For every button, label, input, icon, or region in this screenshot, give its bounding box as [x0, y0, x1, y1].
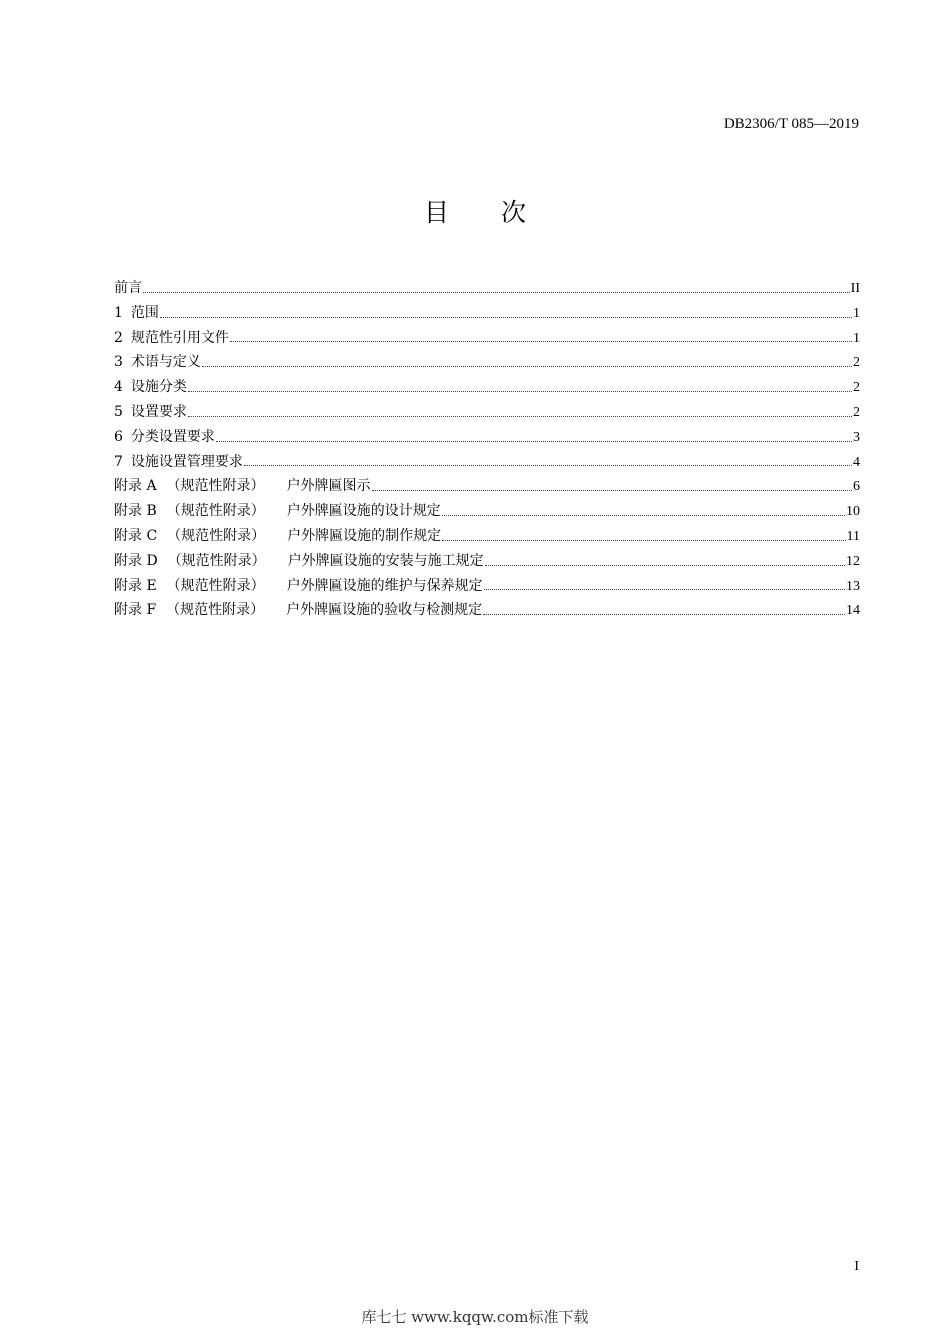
toc-entry-management-requirements[interactable] — [114, 450, 860, 475]
toc-entry-page: 1 — [853, 305, 860, 321]
toc-entry-text: 户外牌匾设施的验收与检测规定 — [286, 602, 483, 619]
toc-entry-page: 11 — [846, 528, 860, 544]
toc-entry-page: 1 — [853, 330, 860, 346]
dot-leader — [230, 341, 852, 342]
document-code: DB2306/T 085—2019 — [723, 116, 859, 132]
toc-entry-number: 4 — [114, 379, 123, 396]
toc-entry-text: 户外牌匾设施的维护与保养规定 — [286, 577, 483, 594]
toc-entry-page: 2 — [853, 380, 860, 396]
toc-entry-annex-e[interactable] — [114, 574, 860, 599]
page-number: I — [854, 1259, 859, 1274]
toc-entry-page: 12 — [846, 553, 860, 569]
dot-leader — [188, 416, 852, 417]
toc-entry-text: 设施设置管理要求 — [130, 453, 243, 470]
toc-entry-number: 6 — [114, 428, 123, 445]
toc-entry-page: 4 — [853, 454, 860, 470]
toc-entry-number: 7 — [114, 453, 123, 470]
toc-entry-terms-definitions[interactable] — [114, 350, 860, 375]
dot-leader — [202, 366, 852, 367]
toc-entry-facility-classification[interactable] — [114, 375, 860, 400]
toc-entry-annex-a[interactable] — [114, 474, 860, 499]
toc-entry-text: 设施分类 — [130, 379, 187, 396]
footer-watermark: 库七七 www.kqqw.com标准下载 — [361, 1308, 589, 1326]
annex-code: 附录 A — [114, 478, 157, 495]
dot-leader — [160, 317, 852, 318]
toc-entry-text: 范围 — [130, 304, 159, 321]
annex-kind: （规范性附录） — [166, 503, 265, 520]
toc-entry-page: II — [850, 281, 860, 296]
toc-entry-annex-f[interactable] — [114, 598, 860, 623]
toc-entry-page: 13 — [846, 578, 860, 594]
toc-entry-number: 3 — [114, 354, 123, 371]
toc-entry-normative-references[interactable] — [114, 326, 860, 351]
toc-entry-text: 规范性引用文件 — [130, 329, 229, 346]
annex-code: 附录 C — [114, 527, 158, 544]
toc-entry-page: 3 — [853, 429, 860, 445]
toc-entry-number: 1 — [114, 304, 123, 321]
toc-entry-number: 2 — [114, 329, 123, 346]
toc-entry-page: 10 — [846, 504, 860, 520]
dot-leader — [244, 465, 852, 466]
annex-code: 附录 F — [114, 602, 157, 619]
toc-entry-annex-c[interactable] — [114, 524, 860, 549]
toc-entry-annex-b[interactable] — [114, 499, 860, 524]
annex-kind: （规范性附录） — [166, 478, 265, 495]
toc-entry-text: 设置要求 — [130, 403, 187, 420]
table-of-contents — [114, 276, 860, 623]
dot-leader — [188, 391, 852, 392]
dot-leader — [143, 292, 850, 293]
annex-kind: （规范性附录） — [166, 602, 265, 619]
toc-entry-text: 术语与定义 — [130, 354, 201, 371]
toc-entry-text: 户外牌匾设施的安装与施工规定 — [287, 552, 484, 569]
annex-code: 附录 D — [114, 552, 158, 569]
dot-leader — [483, 614, 845, 615]
annex-code: 附录 B — [114, 503, 157, 520]
toc-entry-setting-requirements[interactable] — [114, 400, 860, 425]
annex-kind: （规范性附录） — [166, 577, 265, 594]
dot-leader — [485, 565, 845, 566]
toc-entry-page: 2 — [853, 355, 860, 371]
dot-leader — [216, 441, 852, 442]
toc-entry-page: 14 — [846, 603, 860, 619]
toc-entry-text: 户外牌匾图示 — [286, 478, 371, 495]
annex-kind: （规范性附录） — [167, 527, 266, 544]
toc-entry-foreword[interactable] — [114, 276, 860, 301]
toc-entry-scope[interactable] — [114, 301, 860, 326]
toc-entry-classified-requirements[interactable] — [114, 425, 860, 450]
toc-entry-text: 前言 — [114, 280, 142, 296]
dot-leader — [484, 589, 845, 590]
dot-leader — [442, 515, 845, 516]
toc-entry-page: 6 — [853, 479, 860, 495]
annex-kind: （规范性附录） — [167, 552, 266, 569]
dot-leader — [372, 490, 852, 491]
annex-code: 附录 E — [114, 577, 157, 594]
toc-entry-number: 5 — [114, 403, 123, 420]
toc-entry-page: 2 — [853, 404, 860, 420]
toc-entry-text: 分类设置要求 — [130, 428, 215, 445]
toc-entry-text: 户外牌匾设施的设计规定 — [286, 503, 441, 520]
dot-leader — [442, 540, 845, 541]
toc-title: 目次 — [423, 198, 578, 227]
toc-entry-text: 户外牌匾设施的制作规定 — [287, 527, 442, 544]
toc-entry-annex-d[interactable] — [114, 549, 860, 574]
